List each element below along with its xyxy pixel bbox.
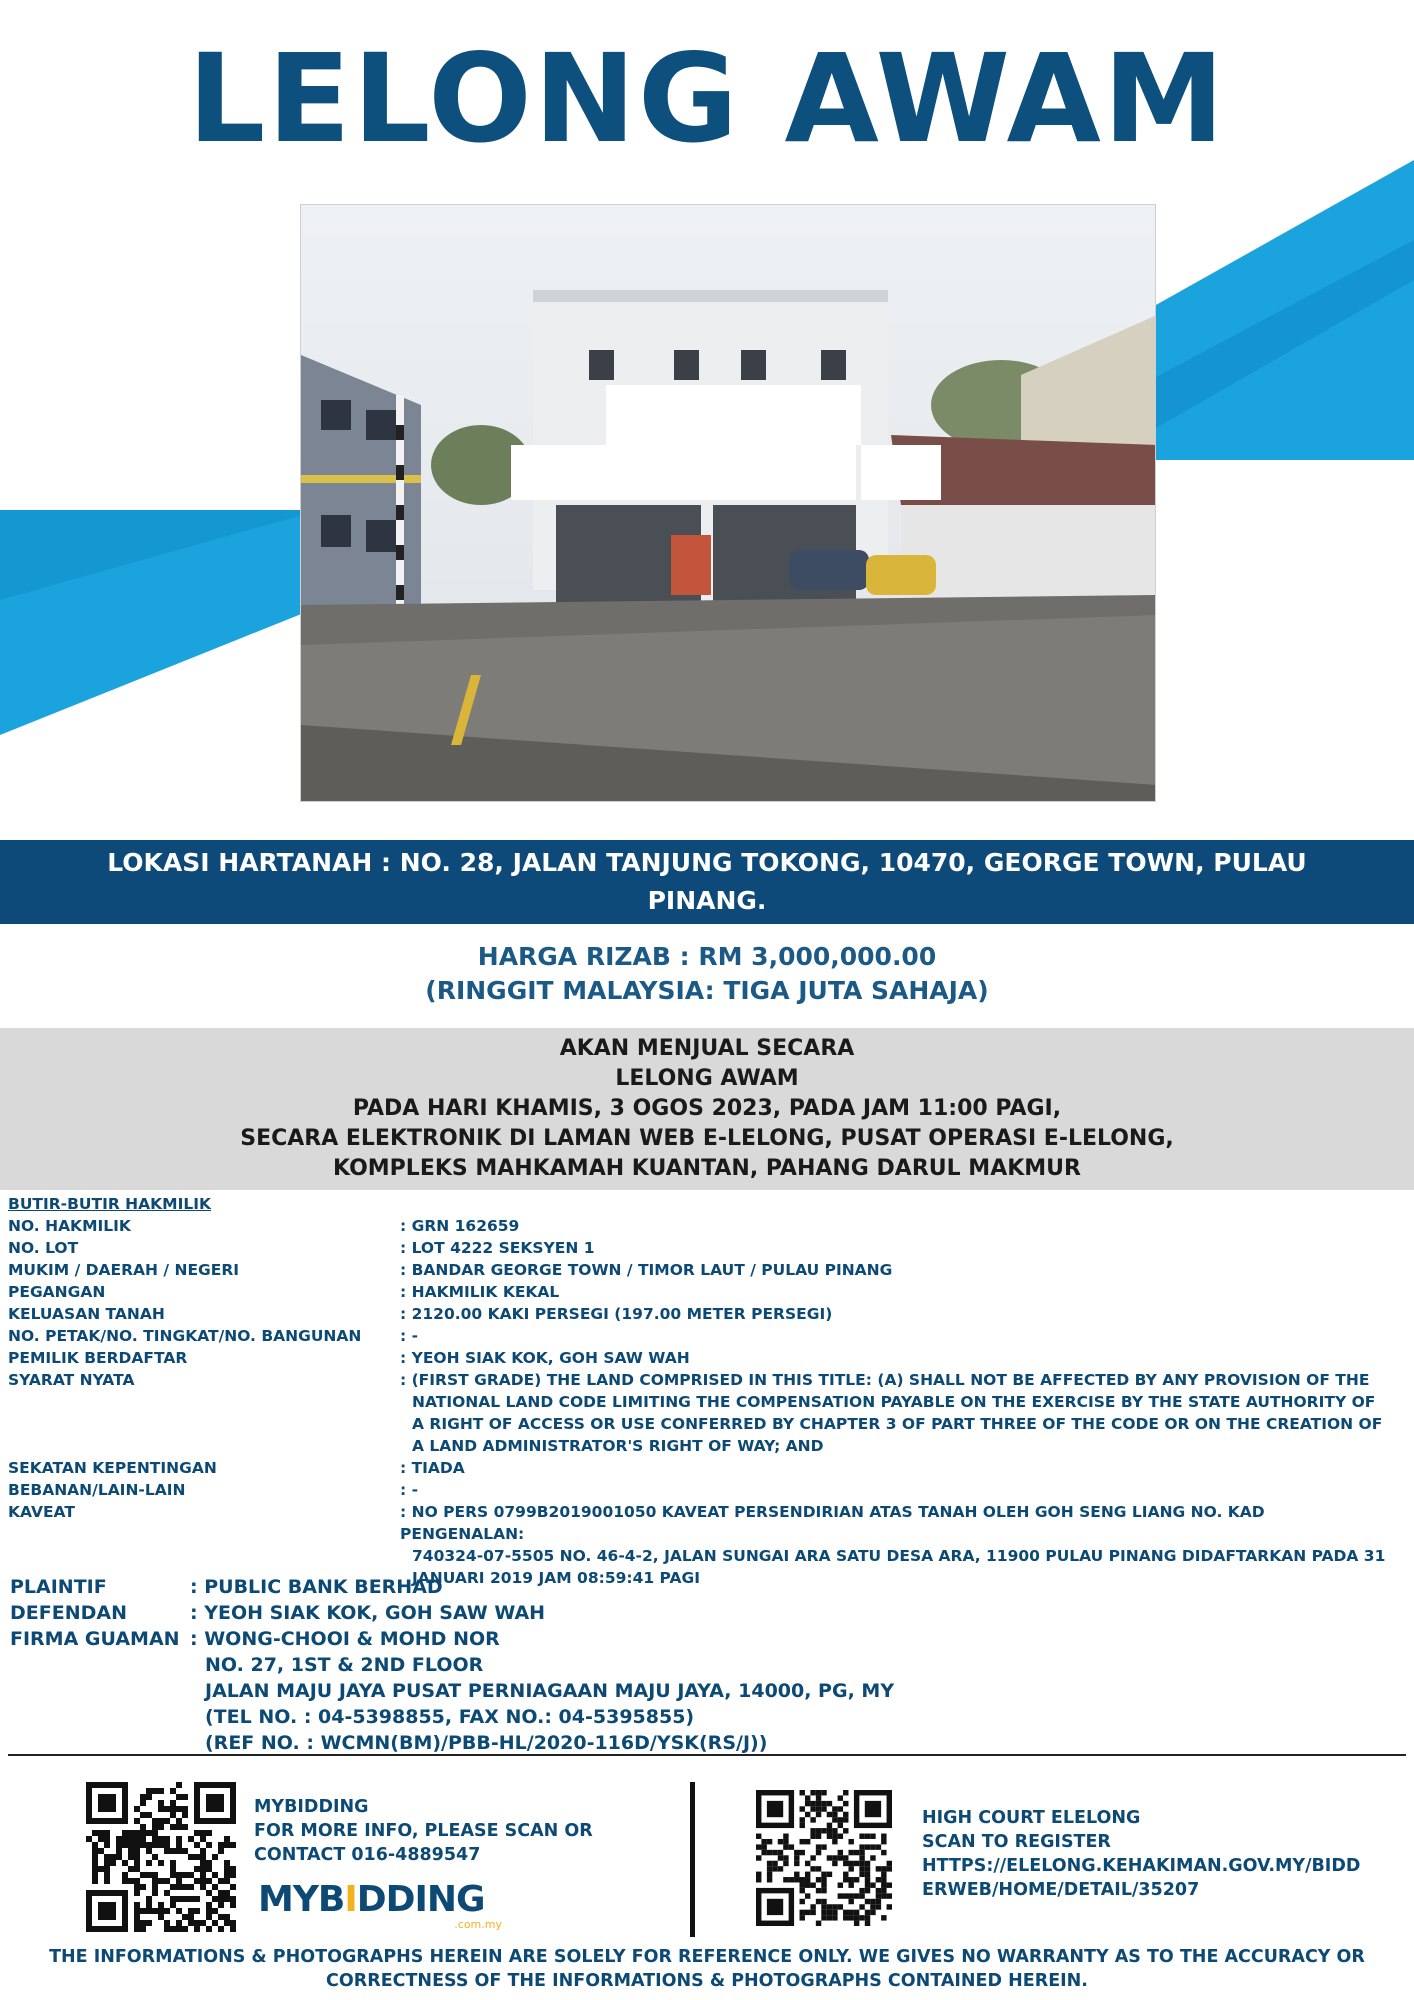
detail-value: : GRN 162659 (400, 1217, 520, 1235)
plaintiff-value: : PUBLIC BANK BERHAD (190, 1576, 443, 1598)
elelong-qr-code[interactable] (756, 1790, 892, 1926)
detail-label: SEKATAN KEPENTINGAN (8, 1459, 217, 1477)
detail-value: : YEOH SIAK KOK, GOH SAW WAH (400, 1349, 690, 1367)
law-firm-row (10, 1626, 1010, 1652)
detail-label: NO. LOT (8, 1239, 79, 1257)
sale-info-box (0, 1028, 1414, 1190)
page-title: LELONG AWAM (187, 28, 1227, 170)
reserve-price-amount: HARGA RIZAB : RM 3,000,000.00 (477, 942, 937, 971)
detail-value-continued: 740324-07-5505 NO. 46-4-2, JALAN SUNGAI ARA SATU DESA ARA, 11900 PULAU PINANG DIDAFTARKAN PADA 31 JANUARI 2019 JAM 08:59:41 PAGI (412, 1547, 1386, 1587)
detail-value: : BANDAR GEORGE TOWN / TIMOR LAUT / PULAU PINANG (400, 1261, 893, 1279)
law-firm-label: FIRMA GUAMAN (10, 1628, 180, 1650)
mybidding-info-line-2: FOR MORE INFO, PLEASE SCAN OR (254, 1821, 593, 1841)
detail-value-line: : (FIRST GRADE) THE LAND COMPRISED IN THIS TITLE: (A) SHALL NOT BE AFFECTED BY ANY PROVISION OF THE (400, 1371, 1370, 1389)
defendant-label: DEFENDAN (10, 1602, 127, 1624)
logo-text-part-1: MYB (258, 1879, 345, 1920)
detail-label: NO. HAKMILIK (8, 1217, 131, 1235)
law-firm-value: : WONG-CHOOI & MOHD NOR (190, 1628, 500, 1650)
elelong-link-line-2[interactable]: ERWEB/HOME/DETAIL/35207 (922, 1880, 1200, 1900)
plaintiff-label: PLAINTIF (10, 1576, 107, 1598)
detail-row (8, 1369, 1408, 1457)
detail-label: SYARAT NYATA (8, 1371, 135, 1389)
detail-value: : - (400, 1327, 419, 1345)
detail-row (8, 1281, 1408, 1303)
elelong-info-line-2: SCAN TO REGISTER (922, 1832, 1111, 1852)
detail-label: MUKIM / DAERAH / NEGERI (8, 1261, 240, 1279)
parties-section (10, 1574, 1010, 1756)
detail-label: KAVEAT (8, 1503, 75, 1521)
disclaimer-line-2: CORRECTNESS OF THE INFORMATIONS & PHOTOGRAPHS CONTAINED HEREIN. (326, 1971, 1088, 1991)
property-location-bar (0, 840, 1414, 924)
detail-value: : TIADA (400, 1459, 465, 1477)
property-photo (300, 204, 1156, 802)
detail-label: PEMILIK BERDAFTAR (8, 1349, 188, 1367)
title-details-header: BUTIR-BUTIR HAKMILIK (8, 1195, 212, 1213)
law-firm-contact: (TEL NO. : 04-5398855, FAX NO.: 04-5395855) (205, 1706, 695, 1728)
logo-text-part-2: I (344, 1879, 357, 1920)
detail-value: : 2120.00 KAKI PERSEGI (197.00 METER PERSEGI) (400, 1305, 833, 1323)
mybidding-logo (258, 1880, 508, 1940)
reserve-price (0, 940, 1414, 1008)
detail-row (8, 1303, 1408, 1325)
detail-label: NO. PETAK/NO. TINGKAT/NO. BANGUNAN (8, 1327, 362, 1345)
law-firm-address-1: NO. 27, 1ST & 2ND FLOOR (205, 1654, 484, 1676)
defendant-value: : YEOH SIAK KOK, GOH SAW WAH (190, 1602, 546, 1624)
plaintiff-row (10, 1574, 1010, 1600)
location-address: NO. 28, JALAN TANJUNG TOKONG, 10470, GEORGE TOWN, PULAU PINANG. (399, 848, 1307, 915)
law-firm-reference: (REF NO. : WCMN(BM)/PBB-HL/2020-116D/YSK(RS/J)) (205, 1732, 768, 1754)
detail-row (8, 1347, 1408, 1369)
mybidding-info-line-1: MYBIDDING (254, 1797, 369, 1817)
logo-text-part-3: DDING (356, 1879, 485, 1920)
sale-line-3: PADA HARI KHAMIS, 3 OGOS 2023, PADA JAM 11:00 PAGI, (352, 1096, 1062, 1121)
detail-row (8, 1479, 1408, 1501)
sale-line-4: SECARA ELEKTRONIK DI LAMAN WEB E-LELONG, PUSAT OPERASI E-LELONG, (240, 1126, 1174, 1151)
detail-value (400, 1369, 1408, 1457)
law-firm-address-2: JALAN MAJU JAYA PUSAT PERNIAGAAN MAJU JAYA, 14000, PG, MY (205, 1680, 895, 1702)
detail-value-continued: NATIONAL LAND CODE LIMITING THE COMPENSATION PAYABLE ON THE EXERCISE BY THE STATE AUTHORITY OF A RIGHT OF ACCESS OR USE CONFERRED BY CHAPTER 3 OF PART THREE OF THE CODE OR ON THE CREATION OF A LAND ADMINISTRATOR'S RIGHT OF WAY; AND (412, 1393, 1383, 1455)
disclaimer-line-1: THE INFORMATIONS & PHOTOGRAPHS HEREIN ARE SOLELY FOR REFERENCE ONLY. WE GIVES NO WARRANTY AS TO THE ACCURACY OR (49, 1947, 1365, 1967)
footer-divider (690, 1782, 695, 1937)
detail-value: : LOT 4222 SEKSYEN 1 (400, 1239, 595, 1257)
detail-value: : HAKMILIK KEKAL (400, 1283, 560, 1301)
detail-row (8, 1215, 1408, 1237)
detail-label: BEBANAN/LAIN-LAIN (8, 1481, 186, 1499)
mybidding-info (254, 1795, 593, 1867)
sale-line-5: KOMPLEKS MAHKAMAH KUANTAN, PAHANG DARUL MAKMUR (333, 1156, 1081, 1181)
section-divider (8, 1754, 1406, 1756)
detail-label: PEGANGAN (8, 1283, 106, 1301)
disclaimer (0, 1945, 1414, 1993)
elelong-info (922, 1806, 1360, 1902)
detail-row (8, 1325, 1408, 1347)
detail-value-line: : NO PERS 0799B2019001050 KAVEAT PERSENDIRIAN ATAS TANAH OLEH GOH SENG LIANG NO. KAD PENGENALAN: (400, 1503, 1265, 1543)
detail-row (8, 1457, 1408, 1479)
mybidding-info-line-3: CONTACT 016-4889547 (254, 1845, 481, 1865)
defendant-row (10, 1600, 1010, 1626)
reserve-price-words: (RINGGIT MALAYSIA: TIGA JUTA SAHAJA) (425, 976, 989, 1005)
logo-subtext: .com.my (454, 1918, 502, 1931)
detail-label: KELUASAN TANAH (8, 1305, 165, 1323)
detail-row (8, 1237, 1408, 1259)
elelong-info-line-1: HIGH COURT ELELONG (922, 1808, 1141, 1828)
detail-value: : - (400, 1481, 419, 1499)
elelong-link-line-1[interactable]: HTTPS://ELELONG.KEHAKIMAN.GOV.MY/BIDD (922, 1856, 1361, 1876)
location-label: LOKASI HARTANAH : (107, 848, 392, 877)
detail-row (8, 1259, 1408, 1281)
mybidding-qr-code[interactable] (86, 1782, 236, 1932)
title-details (8, 1193, 1408, 1589)
sale-line-1: AKAN MENJUAL SECARA (559, 1036, 855, 1061)
sale-line-2: LELONG AWAM (615, 1066, 799, 1091)
